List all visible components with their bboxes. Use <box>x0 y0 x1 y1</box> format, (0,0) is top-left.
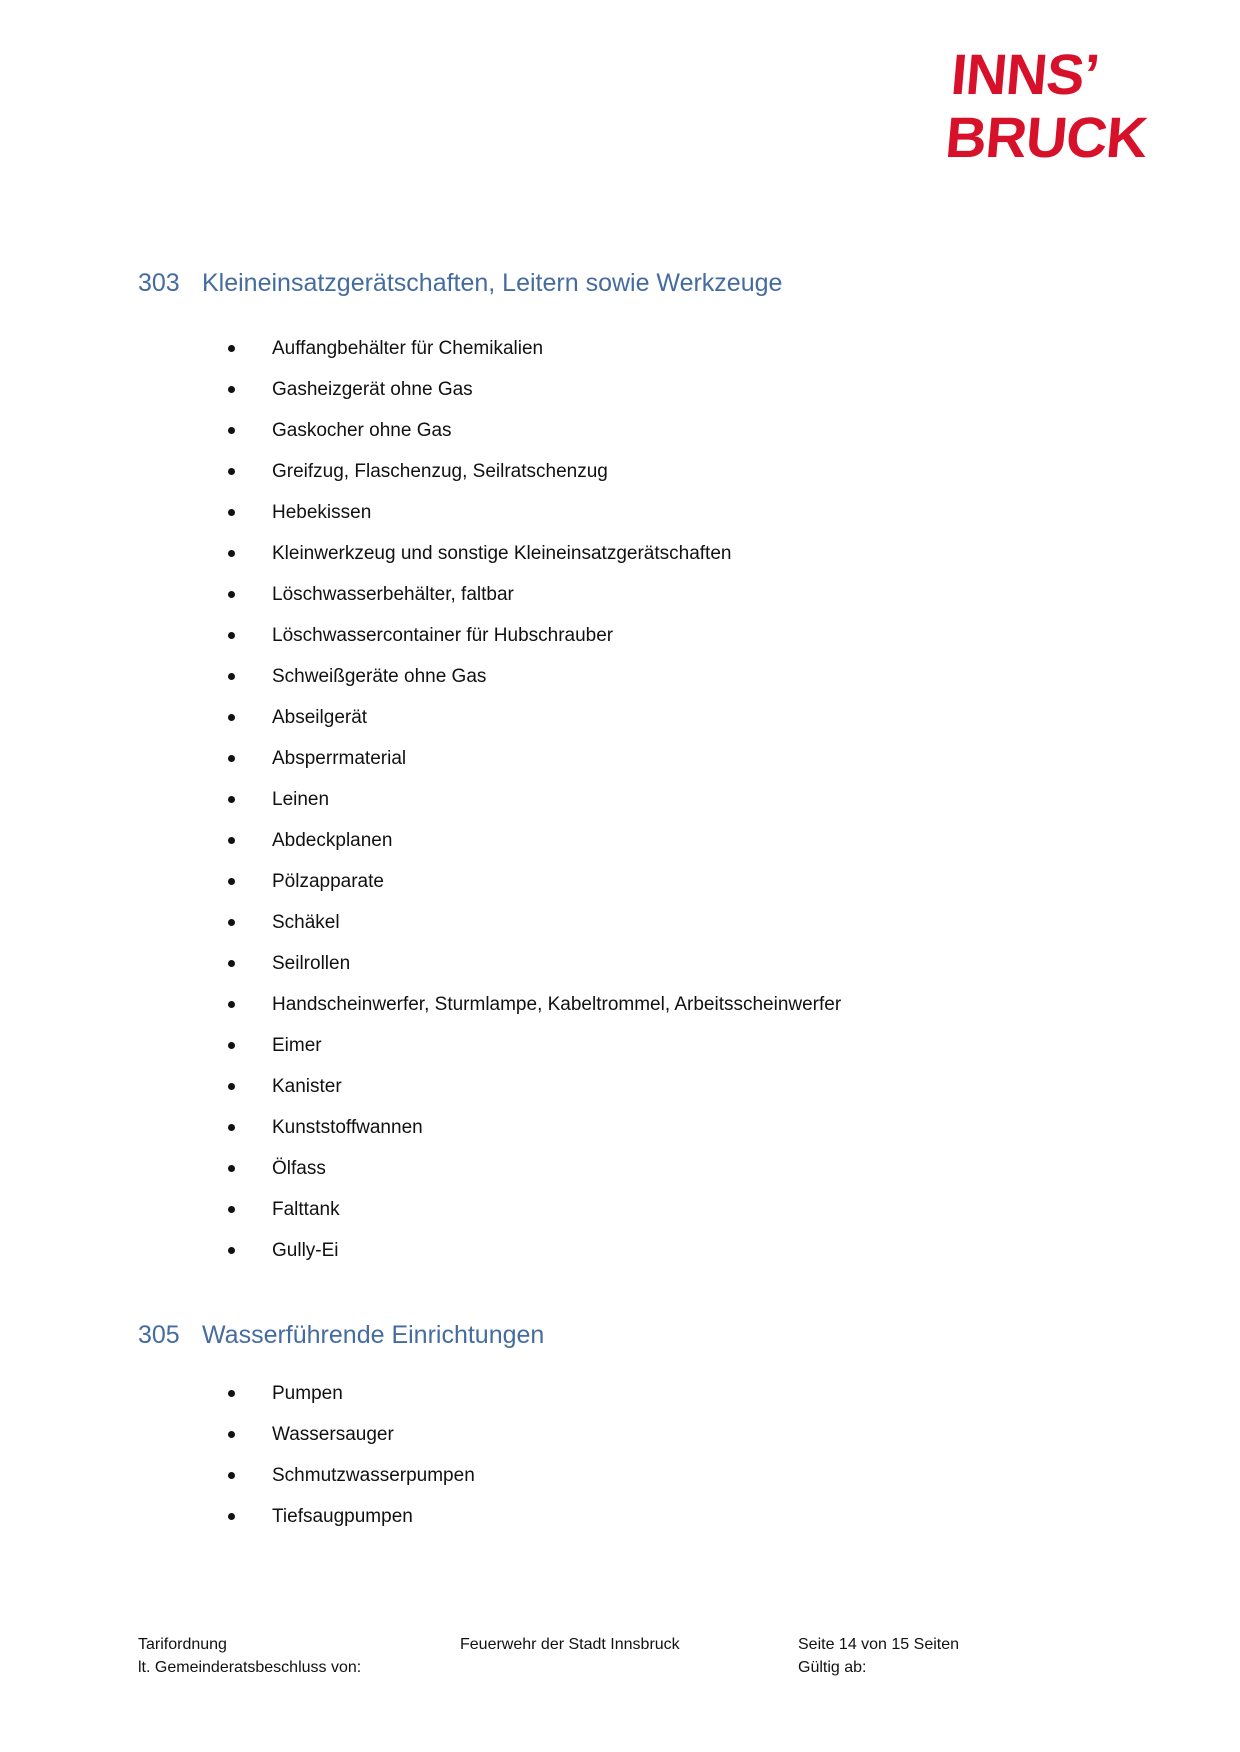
list-item-label: Pölzapparate <box>272 871 384 892</box>
list-item-label: Absperrmaterial <box>272 748 407 769</box>
logo-line-1: INNS’ <box>948 43 1102 107</box>
list-item-label: Seilrollen <box>272 953 351 974</box>
list-item-label: Hebekissen <box>272 502 372 523</box>
list-item-label: Leinen <box>272 789 330 810</box>
bullet-icon <box>228 1513 235 1520</box>
list-item <box>222 779 1180 820</box>
bullet-icon <box>228 591 235 598</box>
list-item-label: Kanister <box>272 1076 342 1097</box>
list-item <box>222 984 1180 1025</box>
list-item-label: Tiefsaugpumpen <box>272 1506 413 1527</box>
list-item <box>222 1496 1180 1537</box>
bullet-icon <box>228 632 235 639</box>
section-heading-305 <box>138 1318 1180 1352</box>
list-item <box>222 1414 1180 1455</box>
bullet-icon <box>228 1083 235 1090</box>
bullet-icon <box>228 509 235 516</box>
bullet-icon <box>228 1390 235 1397</box>
list-item-label: Wassersauger <box>272 1424 394 1445</box>
bullet-icon <box>228 1431 235 1438</box>
innsbruck-logo <box>943 44 1155 170</box>
list-item-label: Kleinwerkzeug und sonstige Kleineinsatzgerätschaften <box>272 543 732 564</box>
list-item <box>222 1455 1180 1496</box>
list-item-label: Falttank <box>272 1199 340 1220</box>
footer-page-info <box>798 1633 959 1679</box>
bullet-icon <box>228 714 235 721</box>
list-item <box>222 697 1180 738</box>
list-item <box>222 1066 1180 1107</box>
bullet-icon <box>228 960 235 967</box>
list-item <box>222 451 1180 492</box>
list-item-label: Abseilgerät <box>272 707 368 728</box>
bullet-icon <box>228 550 235 557</box>
list-item <box>222 1107 1180 1148</box>
list-item <box>222 1025 1180 1066</box>
list-item <box>222 615 1180 656</box>
bullet-icon <box>228 1124 235 1131</box>
list-item-label: Kunststoffwannen <box>272 1117 423 1138</box>
list-item <box>222 492 1180 533</box>
section-number: 305 <box>138 1321 180 1349</box>
list-item-label: Ölfass <box>272 1158 326 1179</box>
list-item-label: Greifzug, Flaschenzug, Seilratschenzug <box>272 461 608 482</box>
bullet-icon <box>228 755 235 762</box>
bullet-icon <box>228 1001 235 1008</box>
list-item-label: Löschwassercontainer für Hubschrauber <box>272 625 614 646</box>
list-item-label: Handscheinwerfer, Sturmlampe, Kabeltrommel, Arbeitsscheinwerfer <box>272 994 842 1015</box>
list-item <box>222 1230 1180 1271</box>
list-item <box>222 1373 1180 1414</box>
list-item <box>222 820 1180 861</box>
bullet-icon <box>228 796 235 803</box>
footer-valid-from: Gültig ab: <box>798 1659 867 1676</box>
list-item-label: Löschwasserbehälter, faltbar <box>272 584 514 605</box>
bullet-icon <box>228 1472 235 1479</box>
list-item <box>222 533 1180 574</box>
equipment-list-303 <box>222 328 1180 1271</box>
footer-document-info <box>138 1633 361 1679</box>
list-item <box>222 410 1180 451</box>
footer-resolution-line: lt. Gemeinderatsbeschluss von: <box>138 1659 362 1676</box>
section-number: 303 <box>138 269 180 297</box>
list-item <box>222 574 1180 615</box>
list-item <box>222 943 1180 984</box>
bullet-icon <box>228 386 235 393</box>
bullet-icon <box>228 1247 235 1254</box>
bullet-icon <box>228 919 235 926</box>
bullet-icon <box>228 345 235 352</box>
list-item-label: Schweißgeräte ohne Gas <box>272 666 487 687</box>
list-item-label: Abdeckplanen <box>272 830 393 851</box>
section-title: Kleineinsatzgerätschaften, Leitern sowie Werkzeuge <box>202 269 783 297</box>
bullet-icon <box>228 1165 235 1172</box>
list-item <box>222 656 1180 697</box>
section-title: Wasserführende Einrichtungen <box>202 1321 545 1349</box>
list-item <box>222 861 1180 902</box>
logo-line-2: BRUCK <box>943 106 1150 170</box>
bullet-icon <box>228 673 235 680</box>
list-item-label: Gasheizgerät ohne Gas <box>272 379 473 400</box>
footer-organization: Feuerwehr der Stadt Innsbruck <box>460 1636 680 1653</box>
footer-page-indicator: Seite 14 von 15 Seiten <box>798 1636 960 1653</box>
list-item <box>222 738 1180 779</box>
list-item <box>222 369 1180 410</box>
list-item-label: Eimer <box>272 1035 322 1056</box>
bullet-icon <box>228 427 235 434</box>
footer-document-title: Tarifordnung <box>138 1636 227 1653</box>
list-item-label: Gully-Ei <box>272 1240 339 1261</box>
equipment-list-305 <box>222 1373 1180 1537</box>
bullet-icon <box>228 1042 235 1049</box>
list-item <box>222 1189 1180 1230</box>
bullet-icon <box>228 837 235 844</box>
section-heading-303 <box>138 266 1180 300</box>
list-item-label: Pumpen <box>272 1383 343 1404</box>
list-item-label: Gaskocher ohne Gas <box>272 420 452 441</box>
list-item-label: Auffangbehälter für Chemikalien <box>272 338 544 359</box>
list-item <box>222 328 1180 369</box>
bullet-icon <box>228 1206 235 1213</box>
list-item <box>222 1148 1180 1189</box>
list-item <box>222 902 1180 943</box>
bullet-icon <box>228 468 235 475</box>
bullet-icon <box>228 878 235 885</box>
list-item-label: Schäkel <box>272 912 340 933</box>
list-item-label: Schmutzwasserpumpen <box>272 1465 475 1486</box>
